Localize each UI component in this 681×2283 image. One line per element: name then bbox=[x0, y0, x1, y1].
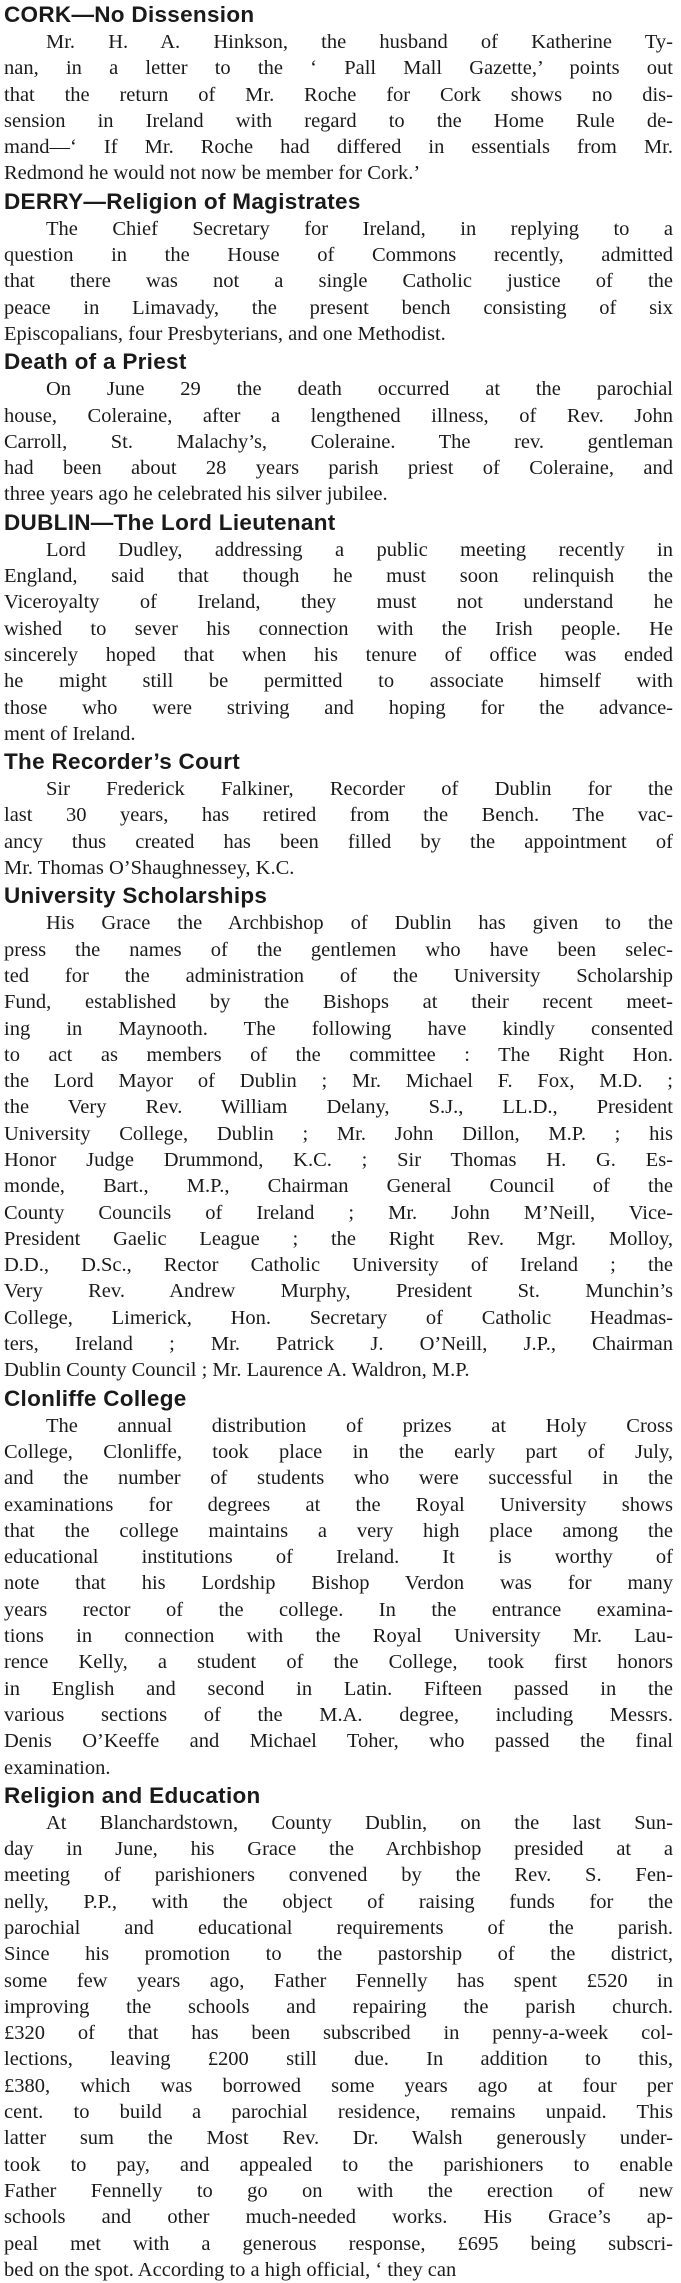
text-line: ment of Ireland. bbox=[4, 722, 136, 745]
text-line: latter sum the Most Rev. Dr. Walsh generously under- bbox=[4, 2127, 673, 2150]
text-line: College, Clonliffe, took place in the early part of July, bbox=[4, 1440, 673, 1463]
text-line: On June 29 the death occurred at the parochial bbox=[46, 378, 673, 401]
text-line: The annual distribution of prizes at Holy Cross bbox=[46, 1414, 673, 1437]
text-line: His Grace the Archbishop of Dublin has given to the bbox=[46, 912, 673, 935]
text-line: £380, which was borrowed some years ago at four per bbox=[4, 2074, 673, 2097]
text-line: day in June, his Grace the Archbishop presided at a bbox=[4, 1838, 673, 1861]
text-line: house, Coleraine, after a lengthened illness, of Rev. John bbox=[4, 404, 673, 427]
text-line: sincerely hoped that when his tenure of office was ended bbox=[4, 643, 673, 666]
text-line: peace in Limavady, the present bench consisting of six bbox=[4, 296, 673, 319]
text-line: educational institutions of Ireland. It is worthy of bbox=[4, 1546, 673, 1569]
text-line: Dublin County Council ; Mr. Laurence A. Waldron, M.P. bbox=[4, 1359, 470, 1382]
article bbox=[4, 1781, 673, 2283]
text-line: The Chief Secretary for Ireland, in replying to a bbox=[46, 217, 673, 240]
text-line: improving the schools and repairing the parish church. bbox=[4, 1995, 673, 2018]
article-body bbox=[4, 910, 673, 1383]
text-line: mand—‘ If Mr. Roche had differed in essentials from Mr. bbox=[4, 136, 673, 159]
text-line: England, said that though he must soon relinquish the bbox=[4, 565, 673, 588]
article-heading: The Recorder’s Court bbox=[4, 749, 241, 775]
text-line: Father Fennelly to go on with the erection of new bbox=[4, 2179, 673, 2202]
article-heading: DUBLIN—The Lord Lieutenant bbox=[4, 509, 336, 535]
article-heading: Religion and Education bbox=[4, 1782, 261, 1808]
text-line: wished to sever his connection with the Irish people. He bbox=[4, 617, 673, 640]
text-line: sension in Ireland with regard to the Home Rule de- bbox=[4, 109, 673, 132]
text-line: ters, Ireland ; Mr. Patrick J. O’Neill, J.P., Chairman bbox=[4, 1333, 673, 1356]
article-body bbox=[4, 29, 673, 187]
text-line: Since his promotion to the pastorship of the district, bbox=[4, 1943, 673, 1966]
text-line: ing in Maynooth. The following have kindly consented bbox=[4, 1017, 673, 1040]
text-line: in English and second in Latin. Fifteen passed in the bbox=[4, 1677, 673, 1700]
text-line: that the college maintains a very high place among the bbox=[4, 1519, 673, 1542]
article-heading: DERRY—Religion of Magistrates bbox=[4, 188, 361, 214]
text-line: ancy thus created has been filled by the appointment of bbox=[4, 830, 673, 853]
text-line: Very Rev. Andrew Murphy, President St. Munchin’s bbox=[4, 1280, 673, 1303]
article-body bbox=[4, 216, 673, 347]
article-heading: Death of a Priest bbox=[4, 349, 187, 375]
text-line: Lord Dudley, addressing a public meeting recently in bbox=[46, 538, 673, 561]
text-line: question in the House of Commons recently, admitted bbox=[4, 244, 673, 267]
text-line: years rector of the college. In the entrance examina- bbox=[4, 1598, 673, 1621]
text-line: note that his Lordship Bishop Verdon was for many bbox=[4, 1572, 673, 1595]
text-line: nan, in a letter to the ‘ Pall Mall Gazette,’ points out bbox=[4, 57, 673, 80]
article bbox=[4, 0, 673, 187]
text-line: the Very Rev. William Delany, S.J., LL.D., President bbox=[4, 1096, 673, 1119]
text-line: tions in connection with the Royal University Mr. Lau- bbox=[4, 1625, 673, 1648]
text-line: President Gaelic League ; the Right Rev. Mgr. Molloy, bbox=[4, 1227, 673, 1250]
text-line: Carroll, St. Malachy’s, Coleraine. The rev. gentleman bbox=[4, 430, 673, 453]
text-line: nelly, P.P., with the object of raising funds for the bbox=[4, 1890, 673, 1913]
text-line: Viceroyalty of Ireland, they must not understand he bbox=[4, 591, 673, 614]
text-line: the Lord Mayor of Dublin ; Mr. Michael F. Fox, M.D. ; bbox=[4, 1070, 673, 1093]
article-body bbox=[4, 1413, 673, 1781]
article-heading: University Scholarships bbox=[4, 883, 268, 909]
text-line: Fund, established by the Bishops at their recent meet- bbox=[4, 991, 673, 1014]
text-line: Denis O’Keeffe and Michael Toher, who passed the final bbox=[4, 1730, 673, 1753]
text-line: Mr. H. A. Hinkson, the husband of Katherine Ty- bbox=[46, 31, 673, 53]
text-line: £320 of that has been subscribed in penny-a-week col- bbox=[4, 2022, 673, 2045]
text-line: examinations for degrees at the Royal University shows bbox=[4, 1493, 673, 1516]
text-line: Honor Judge Drummond, K.C. ; Sir Thomas H. G. Es- bbox=[4, 1148, 673, 1171]
text-line: those who were striving and hoping for the advance- bbox=[4, 696, 673, 719]
text-line: various sections of the M.A. degree, including Messrs. bbox=[4, 1703, 673, 1726]
text-line: College, Limerick, Hon. Secretary of Catholic Headmas- bbox=[4, 1306, 673, 1329]
text-line: examination. bbox=[4, 1756, 111, 1779]
text-line: parochial and educational requirements of the parish. bbox=[4, 1917, 673, 1939]
text-line: cent. to build a parochial residence, remains unpaid. This bbox=[4, 2101, 673, 2124]
article bbox=[4, 187, 673, 347]
text-line: meeting of parishioners convened by the Rev. S. Fen- bbox=[4, 1864, 673, 1887]
article-heading: CORK—No Dissension bbox=[4, 2, 255, 27]
text-line: peal met with a generous response, £695 being subscri- bbox=[4, 2232, 673, 2255]
article-body bbox=[4, 776, 673, 881]
text-line: took to pay, and appealed to the parishioners to enable bbox=[4, 2153, 673, 2176]
text-line: D.D., D.Sc., Rector Catholic University of Ireland ; the bbox=[4, 1254, 673, 1277]
newspaper-column bbox=[4, 0, 673, 2283]
article bbox=[4, 747, 673, 881]
article bbox=[4, 347, 673, 507]
text-line: Redmond he would not now be member for Cork.’ bbox=[4, 162, 421, 185]
text-line: and the number of students who were successful in the bbox=[4, 1467, 673, 1490]
text-line: Sir Frederick Falkiner, Recorder of Dublin for the bbox=[46, 778, 673, 801]
article-body bbox=[4, 376, 673, 507]
text-line: lections, leaving £200 still due. In addition to this, bbox=[4, 2048, 673, 2071]
text-line: he might still be permitted to associate himself with bbox=[4, 670, 673, 693]
text-line: County Councils of Ireland ; Mr. John M’Neill, Vice- bbox=[4, 1201, 673, 1224]
text-line: some few years ago, Father Fennelly has spent £520 in bbox=[4, 1969, 673, 1992]
text-line: had been about 28 years parish priest of Coleraine, and bbox=[4, 457, 673, 480]
article-heading: Clonliffe College bbox=[4, 1385, 187, 1411]
text-line: to act as members of the committee : The Right Hon. bbox=[4, 1043, 673, 1066]
text-line: bed on the spot. According to a high official, ‘ they can bbox=[4, 2258, 457, 2281]
article-body bbox=[4, 537, 673, 747]
text-line: rence Kelly, a student of the College, took first honors bbox=[4, 1651, 673, 1674]
text-line: schools and other much-needed works. His Grace’s ap- bbox=[4, 2206, 673, 2229]
article bbox=[4, 1384, 673, 1781]
text-line: At Blanchardstown, County Dublin, on the last Sun- bbox=[46, 1811, 673, 1834]
text-line: Mr. Thomas O’Shaughnessey, K.C. bbox=[4, 857, 295, 880]
text-line: that there was not a single Catholic justice of the bbox=[4, 270, 673, 293]
text-line: last 30 years, has retired from the Bench. The vac- bbox=[4, 804, 673, 827]
text-line: three years ago he celebrated his silver jubilee. bbox=[4, 483, 388, 506]
article-body bbox=[4, 1810, 673, 2283]
text-line: ted for the administration of the University Scholarship bbox=[4, 964, 673, 987]
text-line: monde, Bart., M.P., Chairman General Council of the bbox=[4, 1175, 673, 1198]
article bbox=[4, 881, 673, 1383]
article bbox=[4, 508, 673, 747]
text-line: Episcopalians, four Presbyterians, and one Methodist. bbox=[4, 322, 446, 345]
text-line: that the return of Mr. Roche for Cork shows no dis- bbox=[4, 83, 673, 106]
text-line: press the names of the gentlemen who have been selec- bbox=[4, 938, 673, 961]
text-line: University College, Dublin ; Mr. John Dillon, M.P. ; his bbox=[4, 1122, 673, 1145]
